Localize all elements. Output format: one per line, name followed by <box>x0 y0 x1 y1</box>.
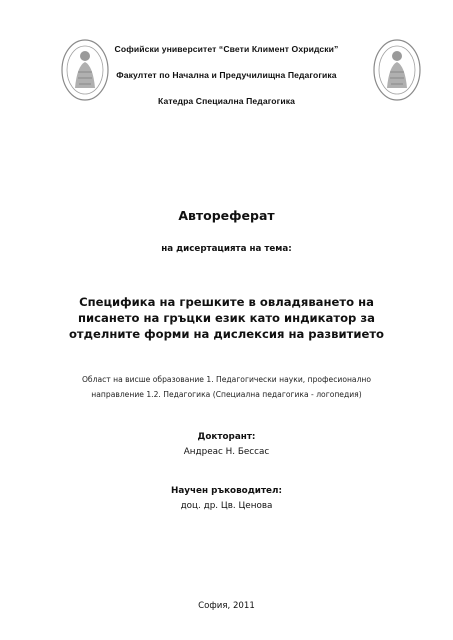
supervisor-name: доц. др. Цв. Ценова <box>180 501 273 511</box>
document-subtitle: на дисертацията на тема: <box>161 244 292 254</box>
thesis-title <box>40 294 413 342</box>
supervisor-label: Научен ръководител: <box>170 486 282 496</box>
university-name: Софийски университет “Свети Климент Охридски” <box>114 44 339 54</box>
doctorant-name: Андреас Н. Бессас <box>183 447 270 457</box>
doctorant-label: Докторант: <box>197 432 256 442</box>
faculty-name: Факултет по Начална и Предучилищна Педагогика <box>116 70 337 80</box>
department-name: Катедра Специална Педагогика <box>158 96 295 106</box>
thesis-title-line: отделните форми на дислексия на развитието <box>68 327 385 341</box>
document-title: Автореферат <box>178 208 275 223</box>
thesis-title-line: Специфика на грешките в овладяването на <box>79 295 374 309</box>
field-line: направление 1.2. Педагогика (Специална педагогика - логопедия) <box>91 390 362 399</box>
place-year: София, 2011 <box>198 601 255 611</box>
field-of-study <box>40 372 413 402</box>
thesis-title-line: писането на гръцки език като индикатор за <box>78 311 375 325</box>
field-line: Област на висше образование 1. Педагогически науки, професионално <box>81 375 372 384</box>
